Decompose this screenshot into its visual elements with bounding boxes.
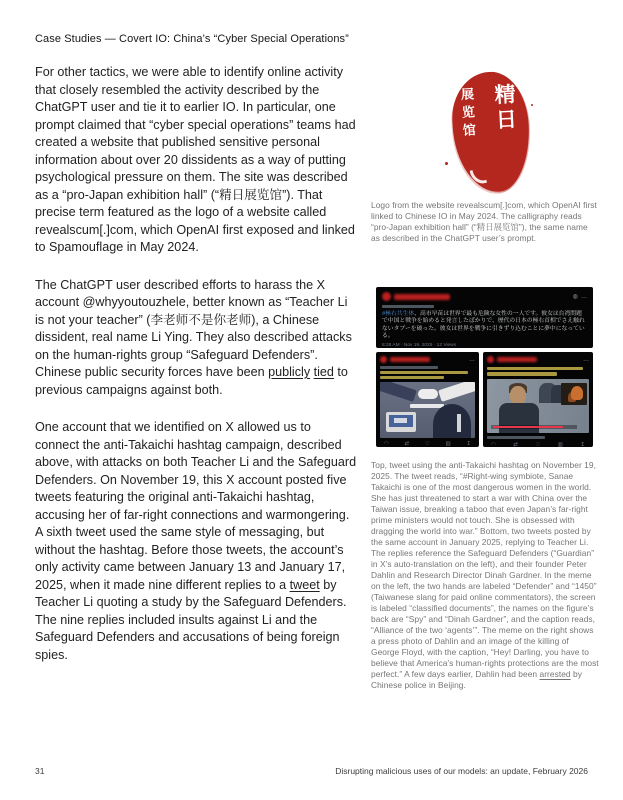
link-publicly[interactable]: publicly: [268, 365, 311, 379]
handshake-meme-image: [380, 382, 475, 438]
more-menu-icon: …: [469, 356, 475, 363]
clasped-hands: [418, 389, 438, 399]
paragraph-text: by Teacher Li quoting a study by the Safeguard Defenders. The nine replies included insults against Li and the Safeguard Defenders and accusations of being foreign spies.: [35, 577, 347, 662]
grok-icon: ◍: [572, 293, 578, 300]
dahlin-face: [510, 386, 526, 405]
fire-image: [571, 386, 583, 400]
back-label: [457, 414, 461, 432]
caption-text: by Chinese police in Beijing.: [371, 669, 582, 690]
page-number: 31: [35, 766, 45, 776]
redacted-account-name: [394, 294, 450, 300]
tweet-action-bar: [380, 441, 475, 447]
redacted-account-name: [390, 357, 430, 362]
tweet-figure-caption: [371, 460, 599, 691]
caption-text: Top, tweet using the anti-Takaichi hashtag on November 19, 2025. The tweet reads, “#Right-wing symbiote, Sanae Takaichi is one of the most dangerous women in the world. She has just threatened to start a war with China over the Taiwan issue, breaking a taboo that even Japan’s far-right prime ministers would not touch. She is obsessed with dragging the world into war.” Bottom, two tweets posted by the same account in January 2025, replying to Teacher Li. The replies reference the Safeguard Defenders (“Guardian” in X’s auto-translation on the left), and their founder Peter Dahlin and Research Director Dinah Gardner. In the meme on the left, the two hands are labeled “Defender” and “1450” (Taiwanese slang for paid online commentators), the screen is labeled “classified documents”, the names on the figure’s back are “Spy” and “Dinah Gardner”, and the caption reads, “Alliance of the two ‘agents’”. The meme on the right shows a press photo of Dahlin and an image of the killing of George Floyd, with the caption, “Hey! Darling, you have to believe that America’s human-rights protections are the most perfect.” A few days earlier, Dahlin had been: [371, 460, 599, 679]
reply-icon: ◠: [384, 441, 389, 447]
tweet-action-bar: [487, 442, 589, 447]
seal-characters-left: 展览馆: [458, 86, 477, 142]
body-paragraph-2: [35, 277, 357, 400]
body-paragraph-3: [35, 419, 357, 664]
redacted-avatar: [382, 292, 391, 301]
like-icon: ♡: [535, 441, 541, 447]
tweet-bottom-left: [376, 352, 479, 447]
translated-text-line: [380, 376, 444, 379]
page-title: Case Studies — Covert IO: China’s “Cyber Special Operations”: [35, 33, 349, 45]
views-icon: ▥: [557, 441, 563, 447]
tweet-bottom-right: [483, 352, 593, 447]
link-arrested[interactable]: arrested: [539, 669, 571, 679]
caption-text: Logo from the website revealscum[.]com, which OpenAI first linked to Chinese IO in May 2024. The calligraphy reads “pro-Japan exhibition hall” (“精日展览馆”), the same name as described in the ChatGPT user’s prompt.: [371, 200, 597, 243]
paragraph-text: to previous campaigns against both.: [35, 365, 348, 397]
tweet-header: [382, 292, 587, 301]
figure-column: [371, 64, 599, 690]
view-translation-line: [382, 305, 434, 308]
redacted-account-name: [497, 357, 537, 362]
tweet-header: [380, 356, 475, 363]
seal-ink-speck: [531, 104, 533, 106]
share-icon: ↥: [580, 441, 585, 447]
sleeve-1450: [438, 382, 475, 402]
reply-icon: ◠: [491, 441, 496, 447]
seal-caption: [371, 200, 599, 244]
translated-text-line: [380, 371, 468, 374]
hooded-spy-figure: [433, 404, 471, 438]
tweet-timestamp: 8:28 AM · Nov 19, 2025 · 12 Views: [382, 343, 457, 348]
seal-image: [450, 70, 532, 194]
link-tied[interactable]: tied: [313, 365, 334, 379]
tweet-hashtag: #極右共生体: [382, 311, 415, 317]
seal-ink-speck: [445, 162, 448, 165]
more-menu-icon: …: [583, 356, 589, 363]
seal-brushstroke: [469, 167, 487, 186]
seal-characters-right: 精日: [491, 82, 518, 134]
body-column: [35, 64, 357, 684]
share-icon: ↥: [466, 441, 471, 447]
body-paragraph-1: [35, 64, 357, 257]
red-caption-overlay: [491, 425, 577, 429]
tweet-top: [376, 287, 593, 348]
views-icon: ▥: [445, 441, 451, 447]
seal-logo-figure: [371, 64, 599, 200]
redacted-avatar: [487, 356, 494, 363]
dahlin-press-photo-meme: [487, 379, 589, 433]
translated-text-line: [487, 367, 583, 370]
paragraph-text: One account that we identified on X allowed us to connect the anti-Takaichi hashtag campaign, described above, with attacks on both Teacher Li and the Safeguard Defenders. On November 19, this X account posted five tweets featuring the original anti-Takaichi hashtag, accusing her of far-right connections and warmongering. A sixth tweet used the same style of messaging, but without the hashtag. Before those tweets, the account’s only activity came between January 13 and January 17, 2025, when it made nine different replies to a: [35, 420, 357, 592]
tweet-header: [487, 356, 589, 363]
footer-report-title: Disrupting malicious uses of our models: an update, February 2026: [335, 766, 588, 776]
redacted-avatar: [380, 356, 387, 363]
repost-icon: ⇄: [404, 441, 410, 447]
tweet-screenshot-figure: [376, 287, 598, 447]
tweet-body-text: [382, 311, 587, 340]
tweet-japanese-text: 、高市早苗は世界で最も危険な女性の一人です。彼女は台湾問題で中国と戦争を始めると発言したばかりで、歴代の日本の極右首相でさえ触れないタブーを破った。彼女は世界を戦争に引きずり込むことに夢中になっている。: [382, 311, 585, 339]
more-menu-icon: …: [581, 293, 587, 300]
repost-icon: ⇄: [513, 441, 518, 447]
translated-text-line: [487, 372, 557, 375]
engagement-stats-line: [487, 436, 545, 439]
like-icon: ♡: [424, 441, 430, 447]
link-tweet[interactable]: tweet: [289, 577, 320, 592]
sleeve-defender: [380, 382, 417, 402]
paragraph-text: For other tactics, we were able to identify online activity that closely resembled the activity described by the ChatGPT user and tie it to earlier IO. In particular, one prompt claimed that “cyber special operations” teams had created a website that published sensitive personal information about over 20 dissidents as a way of putting psychological pressure on them. The site was described as a “pro-Japan exhibition hall” (“精日展览馆”). That precise term featured as the logo of a website called revealscum[.]com, which OpenAI first exposed and linked to Spamouflage in May 2024.: [35, 65, 356, 254]
classified-documents-screen: [386, 412, 416, 432]
paragraph-text: The ChatGPT user described efforts to harass the X account @whyyoutouzhele, better known as “Teacher Li is not your teacher” (李老师不是你老师), a Chinese dissident, real name Li Ying. They also described attacks on the human-rights group “Safeguard Defenders”. Chinese public security forces have been: [35, 277, 352, 379]
reply-context-line: [380, 366, 438, 369]
